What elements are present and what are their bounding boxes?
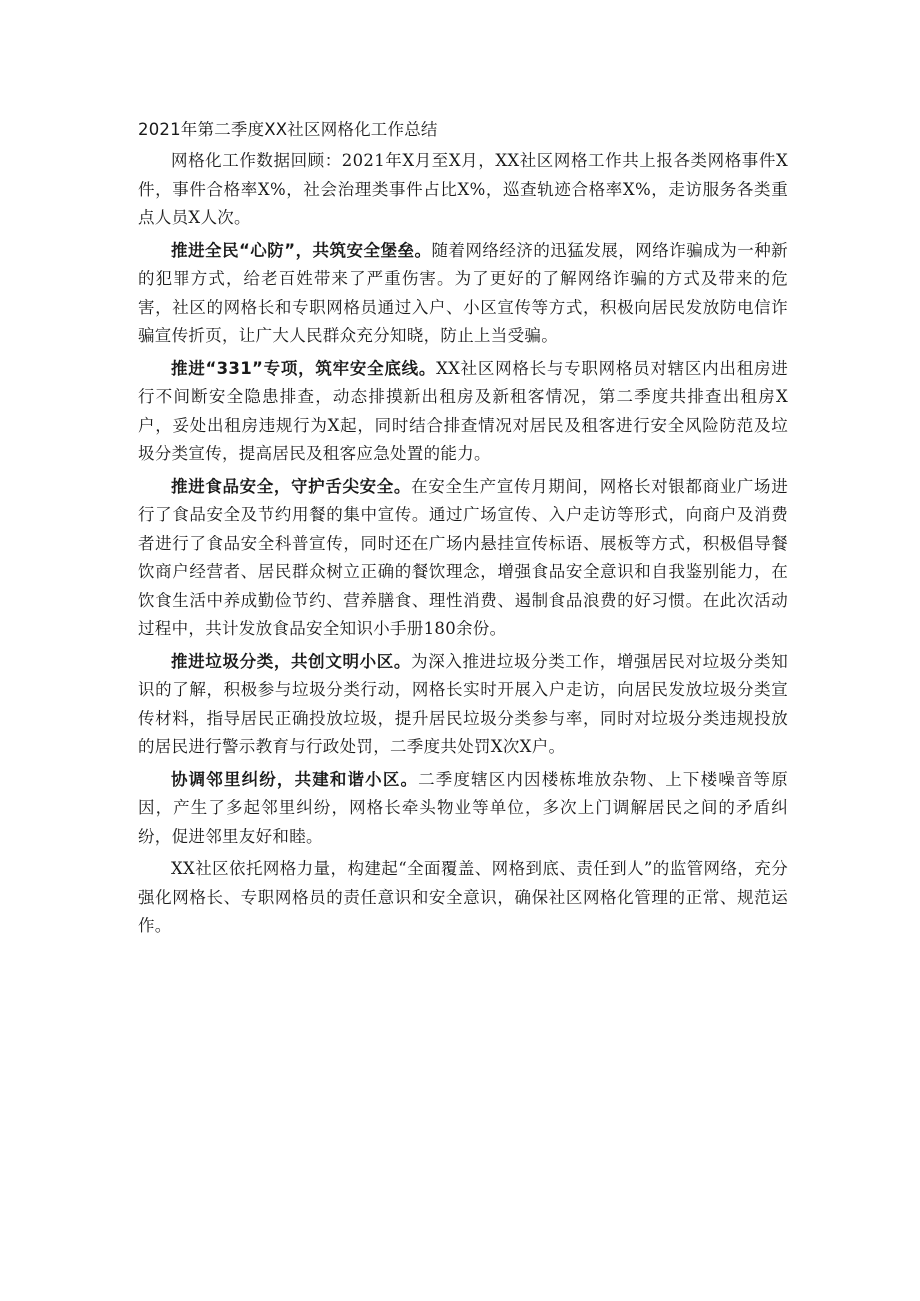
paragraph-anti-fraud: [138, 237, 788, 351]
paragraph-lead: 推进“331”专项，筑牢安全底线。: [171, 358, 437, 378]
paragraph-neighbor-disputes: [138, 766, 788, 852]
paragraph-text: 网格化工作数据回顾：2021年X月至X月，XX社区网格工作共上报各类网格事件X件，事件合格率X%，社会治理类事件占比X%，巡查轨迹合格率X%，走访服务各类重点人员X人次。: [138, 151, 788, 227]
paragraph-data-review: [138, 147, 788, 233]
document-title: 2021年第二季度XX社区网格化工作总结: [138, 120, 438, 139]
paragraph-lead: 协调邻里纠纷，共建和谐小区。: [171, 769, 419, 789]
paragraph-text: 为深入推进垃圾分类工作，增强居民对垃圾分类知识的了解，积极参与垃圾分类行动，网格长实时开展入户走访，向居民发放垃圾分类宣传材料，指导居民正确投放垃圾，提升居民垃圾分类参与率，同时对垃圾分类违规投放的居民进行警示教育与行政处罚，二季度共处罚X次X户。: [138, 651, 788, 756]
paragraph-text: XX社区网格长与专职网格员对辖区内出租房进行不间断安全隐患排查，动态排摸新出租房及新租客情况，第二季度共排查出租房X户，妥处出租房违规行为X起，同时结合排查情况对居民及租客进行安全风险防范及垃圾分类宣传，提高居民及租客应急处置的能力。: [138, 358, 788, 463]
paragraph-text: 在安全生产宣传月期间，网格长对银都商业广场进行了食品安全及节约用餐的集中宣传。通过广场宣传、入户走访等形式，向商户及消费者进行了食品安全科普宣传，同时还在广场内悬挂宣传标语、展板等方式，积极倡导餐饮商户经营者、居民群众树立正确的餐饮理念，增强食品安全意识和自我鉴别能力，在饮食生活中养成勤俭节约、营养膳食、理性消费、遏制食品浪费的好习惯。在此次活动过程中，共计发放食品安全知识小手册180余份。: [138, 476, 788, 638]
paragraph-text: XX社区依托网格力量，构建起“全面覆盖、网格到底、责任到人”的监管网络，充分强化网格长、专职网格员的责任意识和安全意识，确保社区网格化管理的正常、规范运作。: [138, 859, 788, 935]
paragraph-text: 二季度辖区内因楼栋堆放杂物、上下楼噪音等原因，产生了多起邻里纠纷，网格长牵头物业等单位，多次上门调解居民之间的矛盾纠纷，促进邻里友好和睦。: [138, 769, 788, 846]
paragraph-lead: 推进垃圾分类，共创文明小区。: [171, 651, 412, 671]
paragraph-food-safety: [138, 473, 788, 644]
paragraph-lead: 推进食品安全，守护舌尖安全。: [171, 476, 412, 496]
document-body: [138, 117, 788, 945]
paragraph-waste-sorting: [138, 648, 788, 762]
paragraph-text: 随着网络经济的迅猛发展，网络诈骗成为一种新的犯罪方式，给老百姓带来了严重伤害。为了更好的了解网络诈骗的方式及带来的危害，社区的网格长和专职网格员通过入户、小区宣传等方式，积极向居民发放防电信诈骗宣传折页，让广大人民群众充分知晓，防止上当受骗。: [138, 240, 788, 345]
paragraph-331-campaign: [138, 355, 788, 469]
paragraph-lead: 推进全民“心防”，共筑安全堡垒。: [171, 240, 432, 260]
paragraph-conclusion: [138, 855, 788, 941]
